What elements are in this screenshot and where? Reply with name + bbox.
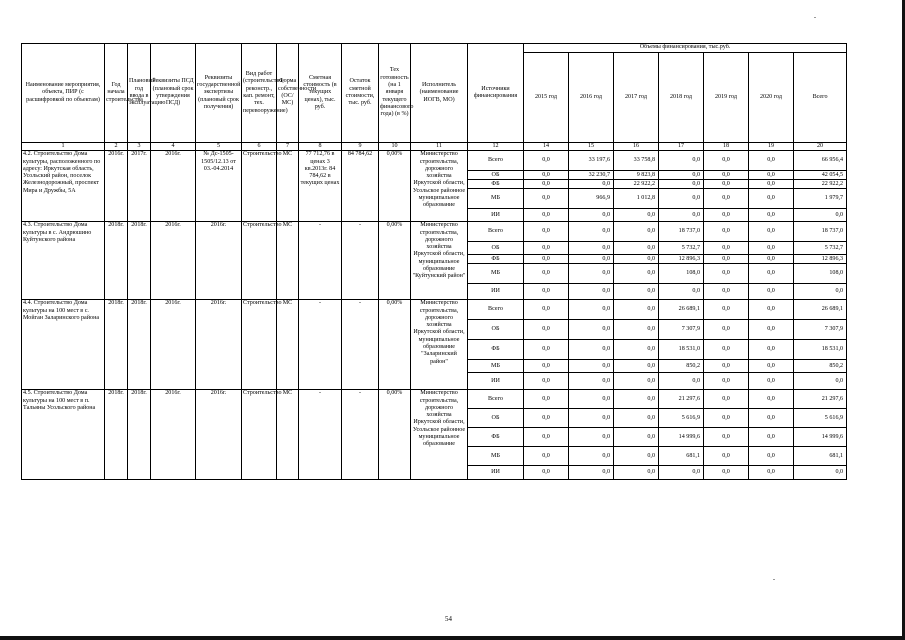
column-number: 9 (342, 143, 379, 151)
funding-total: 18 531,0 (794, 340, 847, 360)
scan-speck (814, 17, 816, 18)
funding-total: 0,0 (794, 209, 847, 222)
funding-value: 0,0 (524, 466, 569, 480)
funding-value: 22 922,2 (614, 180, 659, 189)
column-number: 15 (569, 143, 614, 151)
funding-value: 0,0 (614, 264, 659, 284)
funding-value: 0,0 (569, 409, 614, 428)
funding-total: 26 689,1 (794, 300, 847, 320)
remaining-cost: - (342, 222, 379, 300)
funding-value: 0,0 (659, 189, 704, 209)
funding-value: 0,0 (749, 171, 794, 180)
funding-source: МБ (468, 360, 524, 373)
funding-value: 0,0 (749, 360, 794, 373)
header-expertise: Реквизиты государственной экспертизы (плановый срок получения) (196, 44, 242, 143)
funding-value: 0,0 (704, 390, 749, 409)
table-row (22, 151, 847, 171)
psd-date: 2016г. (151, 151, 196, 222)
funding-value: 0,0 (524, 171, 569, 180)
funding-value: 0,0 (614, 255, 659, 264)
psd-date: 2016г. (151, 390, 196, 480)
funding-value: 0,0 (614, 447, 659, 466)
funding-value: 0,0 (569, 242, 614, 255)
funding-value: 0,0 (569, 264, 614, 284)
header-work-type: Вид работ (строительство, реконстр., кап. ремонт, тех. перевооружение) (242, 44, 277, 143)
funding-value: 0,0 (569, 428, 614, 447)
funding-value: 0,0 (659, 171, 704, 180)
column-number: 20 (794, 143, 847, 151)
funding-value: 0,0 (524, 447, 569, 466)
header-year-2015: 2015 год (524, 53, 569, 143)
column-number: 4 (151, 143, 196, 151)
column-number: 14 (524, 143, 569, 151)
expertise: 2016г. (196, 390, 242, 480)
funding-value: 0,0 (749, 284, 794, 300)
funding-value: 0,0 (704, 466, 749, 480)
funding-total: 108,0 (794, 264, 847, 284)
funding-value: 0,0 (569, 300, 614, 320)
funding-source: ОБ (468, 171, 524, 180)
funding-value: 0,0 (749, 180, 794, 189)
header-total: Всего (794, 53, 847, 143)
ownership: МС (277, 222, 299, 300)
funding-value: 5 616,9 (659, 409, 704, 428)
project-name: 4.5. Строительство Дома культуры на 100 мест в п. Тальяны Усольского района (22, 390, 105, 480)
funding-source: Всего (468, 151, 524, 171)
funding-value: 0,0 (524, 428, 569, 447)
year-start: 2016г. (105, 151, 128, 222)
funding-value: 0,0 (569, 466, 614, 480)
funding-value: 0,0 (749, 151, 794, 171)
funding-value: 26 689,1 (659, 300, 704, 320)
funding-value: 12 896,3 (659, 255, 704, 264)
funding-source: ОБ (468, 320, 524, 340)
executor: Министерство строительства, дорожного хозяйства Иркутской области, муниципальное образование "Куйтунский район" (411, 222, 468, 300)
expertise: № Дс-1505-1505/12.13 от 03.-04.2014 (196, 151, 242, 222)
funding-source: ФБ (468, 180, 524, 189)
funding-value: 0,0 (569, 180, 614, 189)
funding-value: 0,0 (749, 300, 794, 320)
funding-total: 681,1 (794, 447, 847, 466)
remaining-cost: - (342, 300, 379, 390)
header-year-2017: 2017 год (614, 53, 659, 143)
ownership: МС (277, 151, 299, 222)
funding-value: 0,0 (704, 255, 749, 264)
funding-value: 0,0 (704, 171, 749, 180)
funding-value: 32 230,7 (569, 171, 614, 180)
column-number: 5 (196, 143, 242, 151)
funding-value: 5 732,7 (659, 242, 704, 255)
funding-source: Всего (468, 300, 524, 320)
scan-speck (773, 579, 775, 580)
funding-value: 681,1 (659, 447, 704, 466)
header-name: Наименование мероприятия, объекта, ПИР (с расшифровкой по объектам) (22, 44, 105, 143)
column-number: 19 (749, 143, 794, 151)
funding-table (21, 43, 847, 480)
funding-value: 0,0 (524, 390, 569, 409)
remaining-cost: 84 784,62 (342, 151, 379, 222)
estimated-cost: - (299, 222, 342, 300)
funding-source: Всего (468, 390, 524, 409)
funding-value: 0,0 (524, 264, 569, 284)
expertise: 2016г. (196, 222, 242, 300)
funding-value: 0,0 (704, 360, 749, 373)
funding-total: 1 979,7 (794, 189, 847, 209)
work-type: Строительство (242, 222, 277, 300)
project-name: 4.2. Строительство Дома культуры, расположенного по адресу: Иркутская область, Усольский район, поселок Железнодорожный, проспект Мира и Дружбы, 5А (22, 151, 105, 222)
column-number: 8 (299, 143, 342, 151)
funding-value: 0,0 (524, 222, 569, 242)
funding-value: 0,0 (524, 320, 569, 340)
funding-value: 0,0 (749, 447, 794, 466)
column-number: 10 (379, 143, 411, 151)
expertise: 2016г. (196, 300, 242, 390)
funding-value: 0,0 (524, 209, 569, 222)
funding-total: 0,0 (794, 466, 847, 480)
header-year-plan: Плановый год ввода в эксплуатацию (128, 44, 151, 143)
header-readiness: Тех готовность (на 1 января текущего финансового года) (в %) (379, 44, 411, 143)
funding-source: ИИ (468, 466, 524, 480)
year-start: 2018г. (105, 390, 128, 480)
funding-value: 0,0 (704, 373, 749, 390)
work-type: Строительство (242, 300, 277, 390)
column-number: 2 (105, 143, 128, 151)
column-number: 11 (411, 143, 468, 151)
column-number: 7 (277, 143, 299, 151)
column-number-row (22, 143, 847, 151)
funding-value: 33 758,8 (614, 151, 659, 171)
estimated-cost: 77 712,76 в ценах 3 кв.2013г. 84 784,62 в текущих ценах (299, 151, 342, 222)
funding-value: 0,0 (614, 360, 659, 373)
header-year-2020: 2020 год (749, 53, 794, 143)
funding-value: 0,0 (704, 242, 749, 255)
funding-value: 0,0 (569, 222, 614, 242)
funding-value: 0,0 (614, 428, 659, 447)
executor: Министерство строительства, дорожного хозяйства Иркутской области, Усольское районное муниципальное образование (411, 390, 468, 480)
funding-value: 0,0 (749, 209, 794, 222)
funding-value: 0,0 (749, 242, 794, 255)
funding-value: 18 737,0 (659, 222, 704, 242)
year-plan: 2018г. (128, 390, 151, 480)
funding-total: 22 922,2 (794, 180, 847, 189)
header-psd: Реквизиты ПСД (плановый срок утверждения ПСД) (151, 44, 196, 143)
psd-date: 2016г. (151, 300, 196, 390)
funding-value: 0,0 (749, 189, 794, 209)
header-ownership: Форма собственности (ОС/МС) (277, 44, 299, 143)
funding-total: 5 732,7 (794, 242, 847, 255)
psd-date: 2016г. (151, 222, 196, 300)
funding-total: 5 616,9 (794, 409, 847, 428)
year-plan: 2018г. (128, 300, 151, 390)
readiness: 0,00% (379, 151, 411, 222)
funding-value: 7 307,9 (659, 320, 704, 340)
funding-source: ФБ (468, 255, 524, 264)
funding-total: 18 737,0 (794, 222, 847, 242)
funding-value: 0,0 (524, 360, 569, 373)
readiness: 0,00% (379, 222, 411, 300)
funding-value: 0,0 (704, 222, 749, 242)
funding-value: 0,0 (749, 222, 794, 242)
year-plan: 2018г. (128, 222, 151, 300)
funding-value: 0,0 (569, 320, 614, 340)
column-number: 18 (704, 143, 749, 151)
funding-value: 0,0 (614, 284, 659, 300)
funding-value: 0,0 (524, 409, 569, 428)
funding-value: 0,0 (659, 151, 704, 171)
funding-value: 0,0 (569, 373, 614, 390)
funding-value: 0,0 (614, 242, 659, 255)
column-number: 12 (468, 143, 524, 151)
funding-source: ОБ (468, 409, 524, 428)
funding-value: 0,0 (614, 320, 659, 340)
header-funding: Объемы финансирования, тыс.руб. (524, 44, 847, 53)
funding-value: 0,0 (614, 222, 659, 242)
table-row (22, 390, 847, 409)
funding-value: 850,2 (659, 360, 704, 373)
funding-value: 0,0 (659, 466, 704, 480)
header-year-2016: 2016 год (569, 53, 614, 143)
column-number: 3 (128, 143, 151, 151)
header-remain: Остаток сметной стоимости, тыс. руб. (342, 44, 379, 143)
funding-value: 108,0 (659, 264, 704, 284)
funding-source: ОБ (468, 242, 524, 255)
funding-value: 0,0 (569, 390, 614, 409)
remaining-cost: - (342, 390, 379, 480)
funding-value: 0,0 (614, 209, 659, 222)
page-number: 54 (445, 615, 452, 623)
header-year-start: Год начала строительства (105, 44, 128, 143)
funding-value: 0,0 (704, 447, 749, 466)
funding-value: 0,0 (749, 373, 794, 390)
column-number: 17 (659, 143, 704, 151)
funding-value: 0,0 (704, 409, 749, 428)
funding-source: ИИ (468, 284, 524, 300)
funding-value: 0,0 (524, 180, 569, 189)
funding-value: 0,0 (749, 320, 794, 340)
project-name: 4.3. Строительство Дома культуры в с. Андрюшино Куйтунского района (22, 222, 105, 300)
scan-edge-bottom (0, 636, 905, 640)
executor: Министерство строительства, дорожного хозяйства Иркутской области, Усольское районное муниципальное образование (411, 151, 468, 222)
funding-value: 0,0 (704, 209, 749, 222)
funding-value: 0,0 (749, 264, 794, 284)
funding-value: 0,0 (749, 466, 794, 480)
ownership: МС (277, 390, 299, 480)
funding-value: 0,0 (569, 340, 614, 360)
funding-source: МБ (468, 447, 524, 466)
funding-source: ФБ (468, 428, 524, 447)
funding-value: 0,0 (659, 284, 704, 300)
funding-value: 0,0 (569, 255, 614, 264)
funding-value: 0,0 (749, 340, 794, 360)
year-start: 2018г. (105, 300, 128, 390)
funding-value: 0,0 (704, 340, 749, 360)
funding-value: 0,0 (704, 151, 749, 171)
funding-total: 21 297,6 (794, 390, 847, 409)
funding-value: 0,0 (569, 360, 614, 373)
funding-value: 33 197,6 (569, 151, 614, 171)
column-number: 1 (22, 143, 105, 151)
work-type: Строительство (242, 151, 277, 222)
funding-source: ИИ (468, 373, 524, 390)
project-name: 4.4. Строительство Дома культуры на 100 мест в с. Мойган Заларинского района (22, 300, 105, 390)
funding-value: 0,0 (659, 209, 704, 222)
funding-value: 0,0 (614, 373, 659, 390)
funding-total: 12 896,3 (794, 255, 847, 264)
funding-value: 0,0 (614, 390, 659, 409)
funding-value: 966,9 (569, 189, 614, 209)
table-row (22, 300, 847, 320)
header-year-2019: 2019 год (704, 53, 749, 143)
funding-value: 0,0 (704, 180, 749, 189)
column-number: 6 (242, 143, 277, 151)
funding-value: 0,0 (614, 300, 659, 320)
funding-value: 0,0 (524, 151, 569, 171)
funding-value: 18 531,0 (659, 340, 704, 360)
funding-value: 0,0 (569, 447, 614, 466)
header-cost: Сметная стоимость (в текущих ценах), тыс. руб. (299, 44, 342, 143)
funding-value: 0,0 (614, 466, 659, 480)
funding-value: 0,0 (524, 255, 569, 264)
funding-value: 0,0 (569, 209, 614, 222)
funding-total: 0,0 (794, 373, 847, 390)
funding-source: ФБ (468, 340, 524, 360)
estimated-cost: - (299, 300, 342, 390)
funding-value: 9 823,8 (614, 171, 659, 180)
header-year-2018: 2018 год (659, 53, 704, 143)
funding-value: 0,0 (524, 189, 569, 209)
funding-value: 0,0 (569, 284, 614, 300)
table-row (22, 222, 847, 242)
funding-value: 0,0 (704, 320, 749, 340)
funding-value: 14 999,6 (659, 428, 704, 447)
funding-value: 1 012,8 (614, 189, 659, 209)
year-plan: 2017г. (128, 151, 151, 222)
funding-value: 0,0 (704, 264, 749, 284)
funding-value: 0,0 (524, 340, 569, 360)
funding-total: 14 999,6 (794, 428, 847, 447)
funding-value: 0,0 (704, 300, 749, 320)
estimated-cost: - (299, 390, 342, 480)
funding-source: ИИ (468, 209, 524, 222)
funding-source: МБ (468, 264, 524, 284)
funding-total: 7 307,9 (794, 320, 847, 340)
funding-value: 0,0 (659, 180, 704, 189)
funding-value: 0,0 (614, 340, 659, 360)
header-executor: Исполнитель (наименование ИОГВ, МО) (411, 44, 468, 143)
column-number: 16 (614, 143, 659, 151)
funding-value: 21 297,6 (659, 390, 704, 409)
funding-source: Всего (468, 222, 524, 242)
ownership: МС (277, 300, 299, 390)
header-sources: Источники финансирования (468, 44, 524, 143)
funding-value: 0,0 (749, 255, 794, 264)
funding-total: 850,2 (794, 360, 847, 373)
funding-value: 0,0 (704, 428, 749, 447)
readiness: 0,00% (379, 390, 411, 480)
year-start: 2018г. (105, 222, 128, 300)
funding-value: 0,0 (524, 284, 569, 300)
funding-source: МБ (468, 189, 524, 209)
funding-value: 0,0 (749, 390, 794, 409)
executor: Министерство строительства, дорожного хозяйства Иркутской области, муниципальное образование "Заларинский район" (411, 300, 468, 390)
work-type: Строительство (242, 390, 277, 480)
funding-value: 0,0 (614, 409, 659, 428)
funding-total: 66 956,4 (794, 151, 847, 171)
funding-value: 0,0 (704, 189, 749, 209)
funding-total: 42 054,5 (794, 171, 847, 180)
funding-value: 0,0 (704, 284, 749, 300)
funding-value: 0,0 (524, 300, 569, 320)
funding-value: 0,0 (524, 373, 569, 390)
readiness: 0,00% (379, 300, 411, 390)
funding-value: 0,0 (524, 242, 569, 255)
funding-value: 0,0 (749, 428, 794, 447)
funding-value: 0,0 (659, 373, 704, 390)
funding-value: 0,0 (749, 409, 794, 428)
funding-total: 0,0 (794, 284, 847, 300)
